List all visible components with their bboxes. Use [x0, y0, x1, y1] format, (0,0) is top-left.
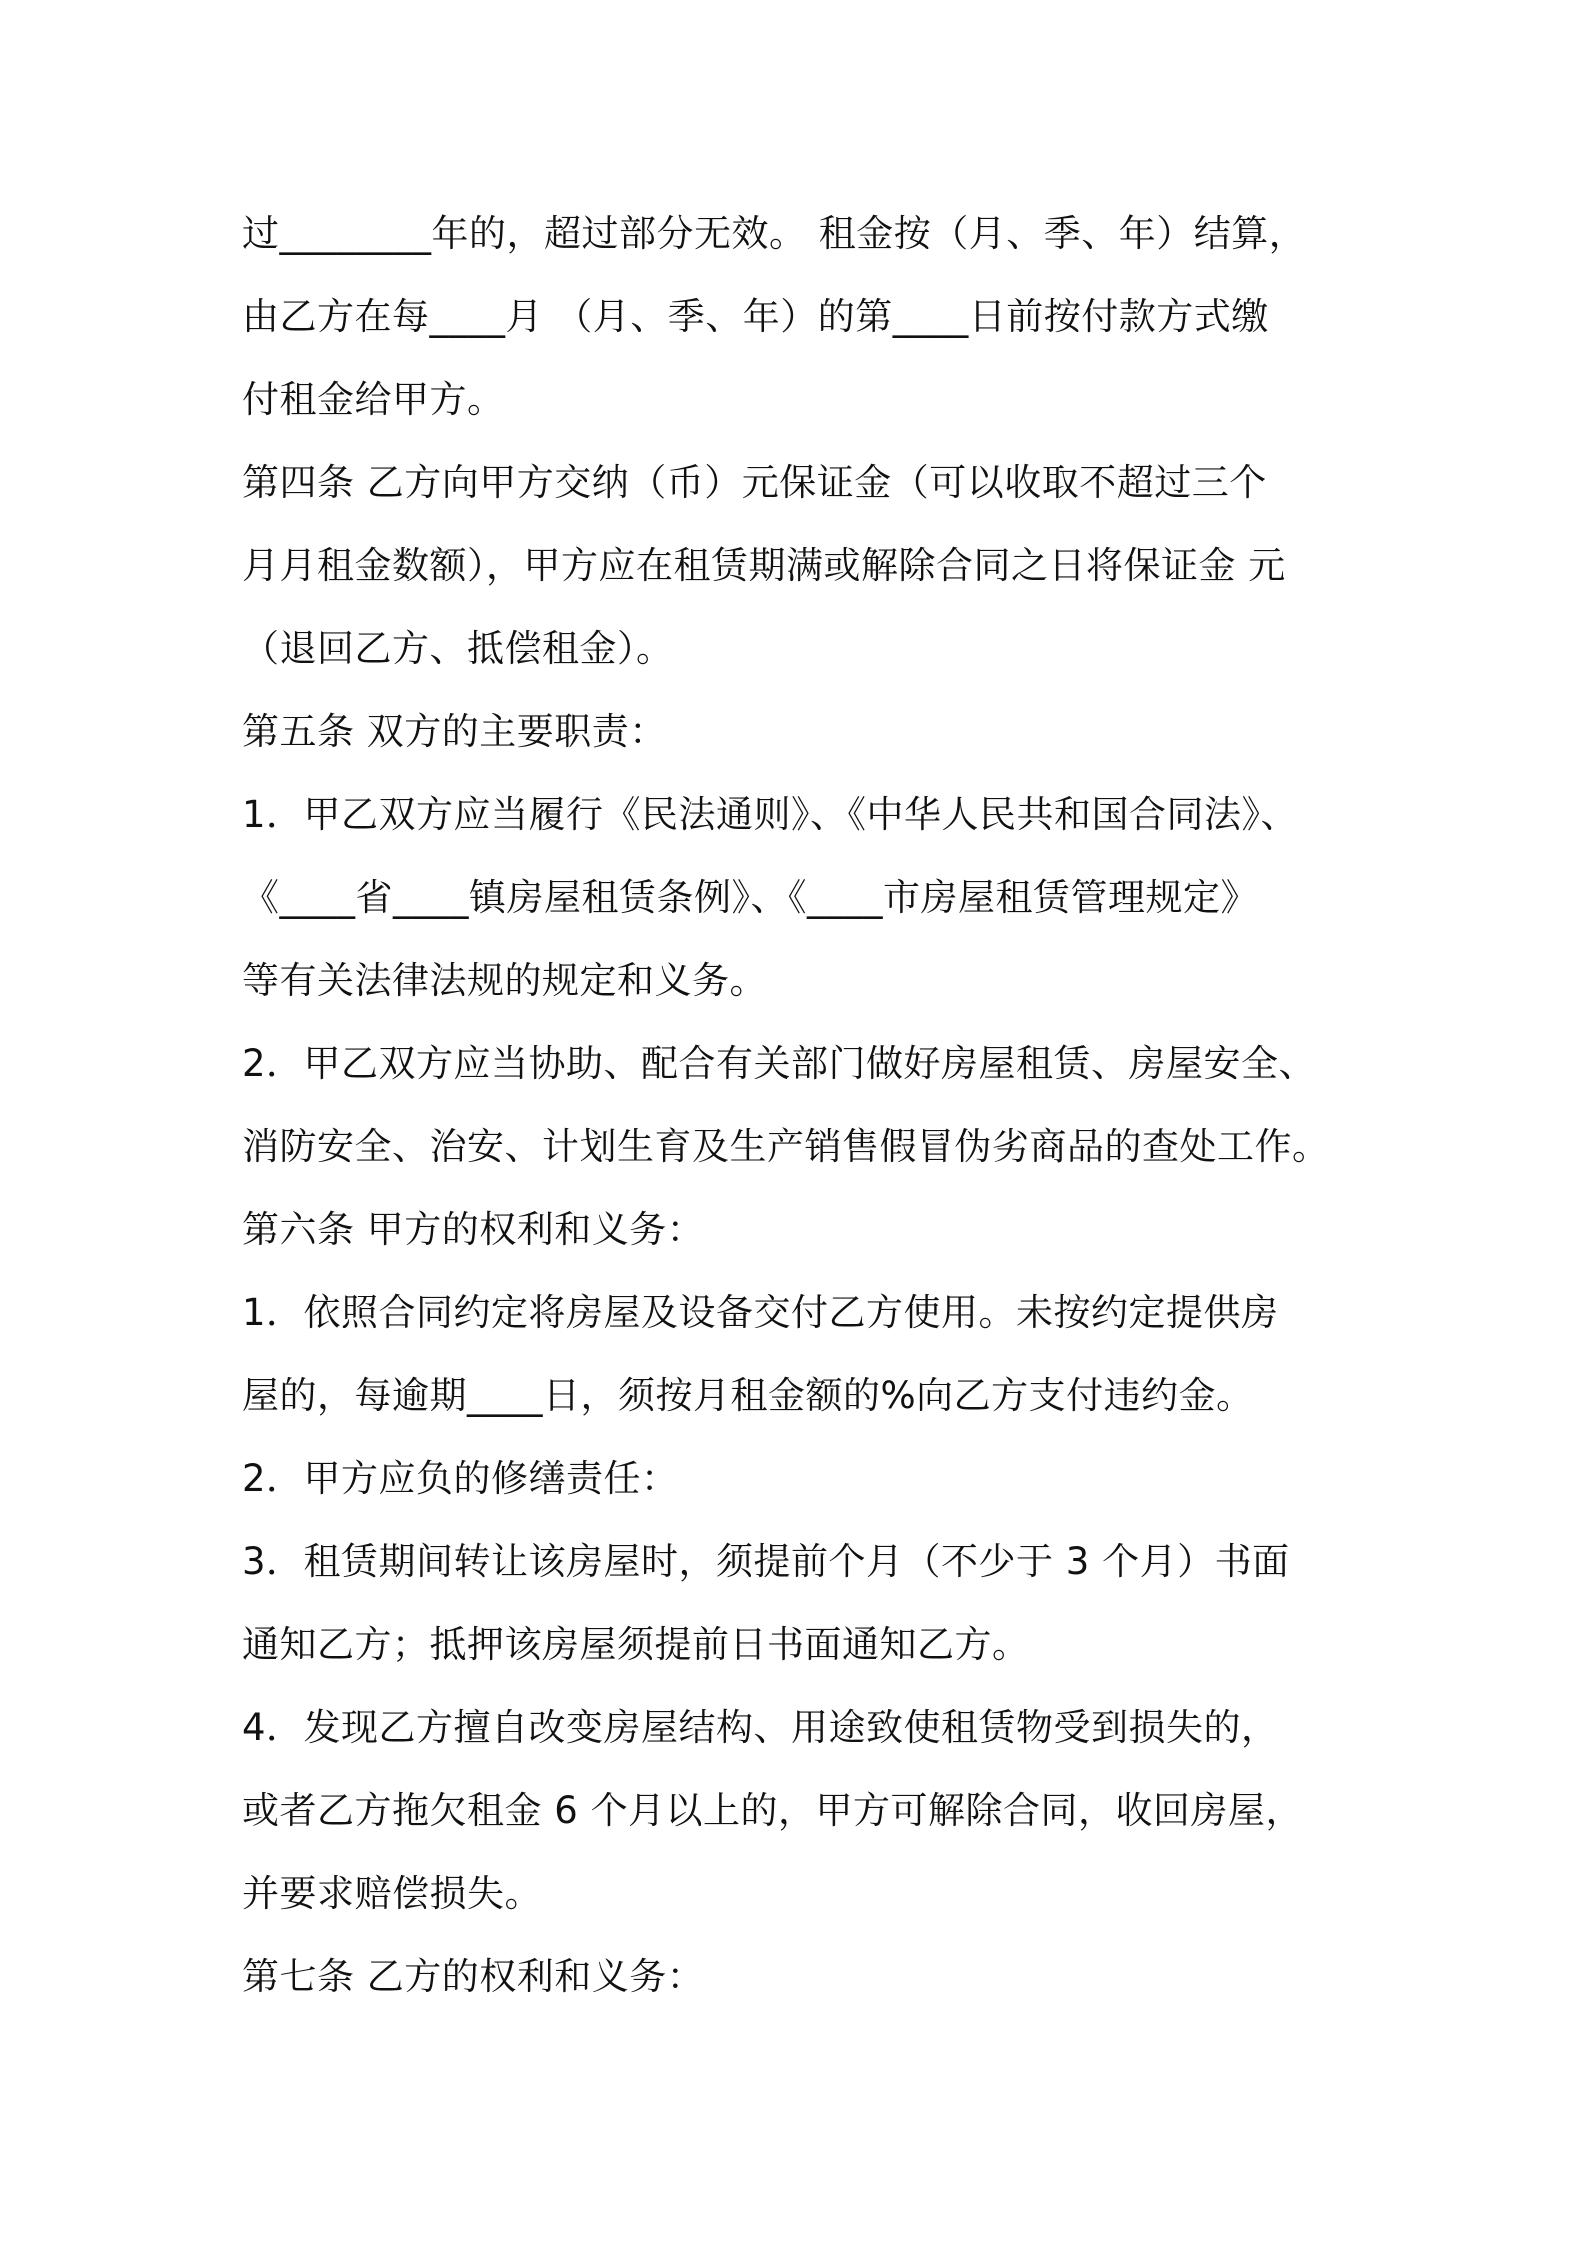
contract-text	[242, 192, 1382, 2018]
text-line: 付租金给甲方。	[242, 378, 505, 421]
article-6-heading: 第六条 甲方的权利和义务：	[242, 1208, 705, 1251]
text-line: 并要求赔偿损失。	[242, 1872, 542, 1915]
text-line: 消防安全、治安、计划生育及生产销售假冒伪劣商品的查处工作。	[242, 1125, 1330, 1168]
clause-6-2-line: 2．甲方应负的修缮责任：	[242, 1457, 679, 1500]
text-line: 由乙方在每____月 （月、季、年）的第____日前按付款方式缴	[242, 295, 1269, 338]
text-line: 屋的，每逾期____日，须按月租金额的%向乙方支付违约金。	[242, 1374, 1254, 1417]
article-7-heading: 第七条 乙方的权利和义务：	[242, 1955, 705, 1998]
clause-5-1-line: 1．甲乙双方应当履行《民法通则》、《中华人民共和国合同法》、	[242, 793, 1299, 836]
clause-6-4-line: 4．发现乙方擅自改变房屋结构、用途致使租赁物受到损失的，	[242, 1706, 1279, 1749]
text-line: 过________年的，超过部分无效。 租金按（月、季、年）结算，	[242, 212, 1307, 255]
text-line: （退回乙方、抵偿租金）。	[242, 627, 674, 670]
text-line: 月月租金数额），甲方应在租赁期满或解除合同之日将保证金 元	[242, 544, 1286, 587]
text-line: 《____省____镇房屋租赁条例》、《____市房屋租赁管理规定》	[242, 876, 1258, 919]
text-line: 等有关法律法规的规定和义务。	[242, 959, 767, 1002]
text-line: 或者乙方拖欠租金 6 个月以上的，甲方可解除合同，收回房屋，	[242, 1789, 1304, 1832]
clause-6-1-line: 1．依照合同约定将房屋及设备交付乙方使用。未按约定提供房	[242, 1291, 1279, 1334]
clause-6-3-line: 3．租赁期间转让该房屋时，须提前个月（不少于 3 个月）书面	[242, 1540, 1290, 1583]
article-5-heading: 第五条 双方的主要职责：	[242, 710, 667, 753]
text-line: 通知乙方；抵押该房屋须提前日书面通知乙方。	[242, 1623, 1030, 1666]
article-4-heading-line: 第四条 乙方向甲方交纳（币）元保证金（可以收取不超过三个	[242, 461, 1267, 504]
clause-5-2-line: 2．甲乙双方应当协助、配合有关部门做好房屋租赁、房屋安全、	[242, 1042, 1317, 1085]
